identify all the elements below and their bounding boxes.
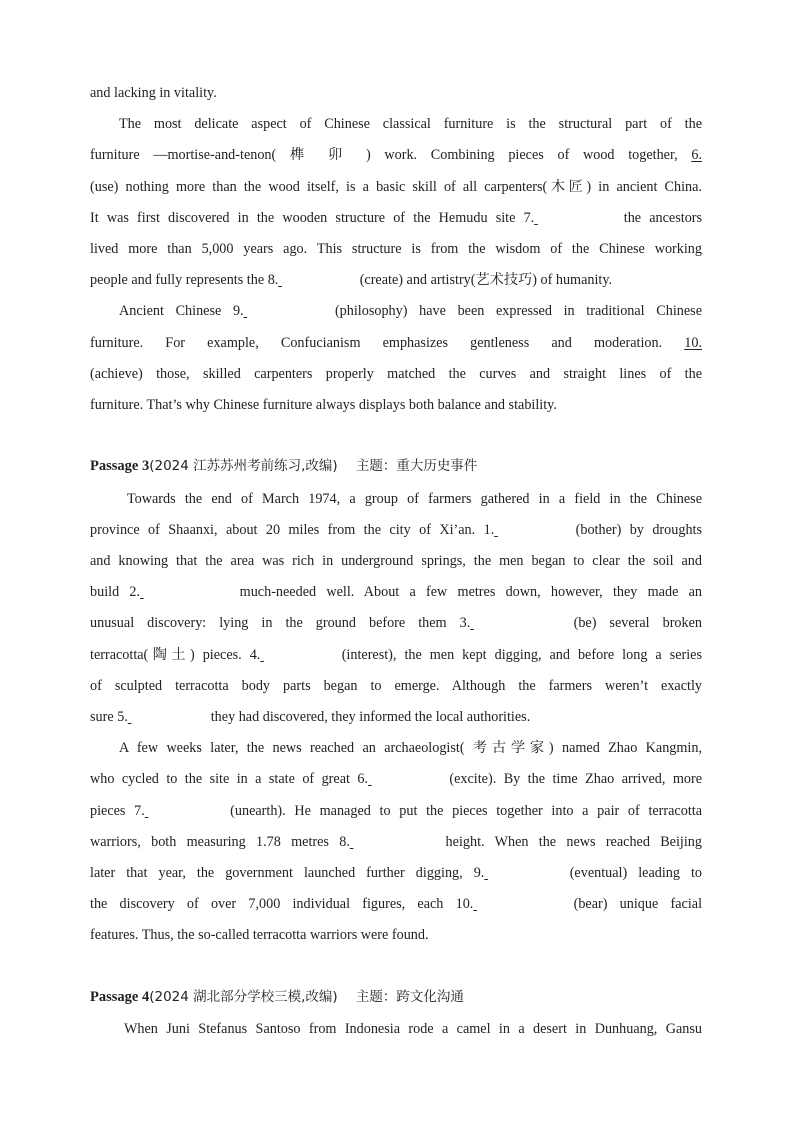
text-line: The most delicate aspect of Chinese classical furniture is the structural part of the	[119, 116, 702, 132]
text-line: Towards the end of March 1974, a group of farmers gathered in a field in the Chinese	[127, 491, 702, 507]
text-line: and lacking in vitality.	[90, 85, 217, 101]
text-line: of sculpted terracotta body parts began to emerge. Although the farmers weren’t exactly	[90, 678, 702, 694]
text-line: and knowing that the area was rich in underground springs, the men began to clear the soil and	[90, 553, 702, 569]
text-line: terracotta(陶土) pieces. 4. (interest), the men kept digging, and before long a series	[90, 647, 702, 663]
blank-9[interactable]: 9.	[232, 303, 244, 319]
blank-10[interactable]: 10.	[684, 335, 703, 351]
text-line: Ancient Chinese 9. (philosophy) have been expressed in traditional Chinese	[119, 303, 702, 319]
blank-10b[interactable]: 10.	[455, 896, 474, 912]
blank-6b[interactable]: 6.	[357, 771, 369, 787]
text-line: unusual discovery: lying in the ground before them 3. (be) several broken	[90, 615, 703, 631]
blank-3[interactable]: 3.	[459, 615, 471, 631]
text-line: furniture. For example, Confucianism emphasizes gentleness and moderation. 10.	[90, 335, 703, 351]
text-line: province of Shaanxi, about 20 miles from the city of Xi’an. 1. (bother) by droughts	[90, 522, 702, 538]
blank-2[interactable]: 2.	[129, 584, 141, 600]
passage-3-heading: Passage 3(2024 江苏苏州考前练习,改编) 主题：重大历史事件	[90, 458, 478, 474]
text-line: It was first discovered in the wooden structure of the Hemudu site 7. the ancestors	[90, 210, 703, 226]
blank-8b[interactable]: 8.	[339, 834, 350, 850]
blank-8[interactable]: 8.	[267, 272, 279, 288]
text-line: build 2. much-needed well. About a few metres down, however, they made an	[90, 584, 703, 600]
text-line: lived more than 5,000 years ago. This structure is from the wisdom of the Chinese working	[90, 241, 702, 257]
blank-9b[interactable]: 9.	[473, 865, 485, 881]
blank-6[interactable]: 6.	[691, 147, 703, 163]
text-line: who cycled to the site in a state of great 6. (excite). By the time Zhao arrived, more	[90, 771, 702, 787]
text-line: sure 5. they had discovered, they informed the local authorities.	[90, 709, 531, 725]
blank-4[interactable]: 4.	[249, 647, 261, 663]
text-line: (achieve) those, skilled carpenters properly matched the curves and straight lines of the	[90, 366, 702, 382]
text-line: the discovery of over 7,000 individual figures, each 10. (bear) unique facial	[90, 896, 703, 912]
blank-5[interactable]: 5.	[117, 709, 128, 725]
text-line: warriors, both measuring 1.78 metres 8. height. When the news reached Beijing	[90, 834, 702, 850]
text-line: pieces 7. (unearth). He managed to put the pieces together into a pair of terracotta	[90, 803, 702, 819]
text-line: later that year, the government launched further digging, 9. (eventual) leading to	[90, 865, 703, 881]
passage-4-heading: Passage 4(2024 湖北部分学校三模,改编) 主题：跨文化沟通	[90, 989, 464, 1005]
text-line: A few weeks later, the news reached an archaeologist( 考古学家) named Zhao Kangmin,	[119, 740, 702, 756]
text-line: people and fully represents the 8. (create) and artistry(艺术技巧) of humanity.	[90, 272, 613, 288]
text-line: When Juni Stefanus Santoso from Indonesia rode a camel in a desert in Dunhuang, Gansu	[124, 1021, 702, 1037]
blank-7[interactable]: 7.	[523, 210, 535, 226]
text-line: furniture —mortise-and-tenon( 榫 卯 ) work. Combining pieces of wood together, 6.	[90, 147, 703, 163]
text-line: features. Thus, the so-called terracotta warriors were found.	[90, 927, 429, 943]
blank-1[interactable]: 1.	[483, 522, 495, 538]
text-line: furniture. That’s why Chinese furniture always displays both balance and stability.	[90, 397, 557, 413]
text-line: (use) nothing more than the wood itself, is a basic skill of all carpenters(木匠) in ancient China.	[90, 179, 702, 195]
blank-7b[interactable]: 7.	[134, 803, 145, 819]
